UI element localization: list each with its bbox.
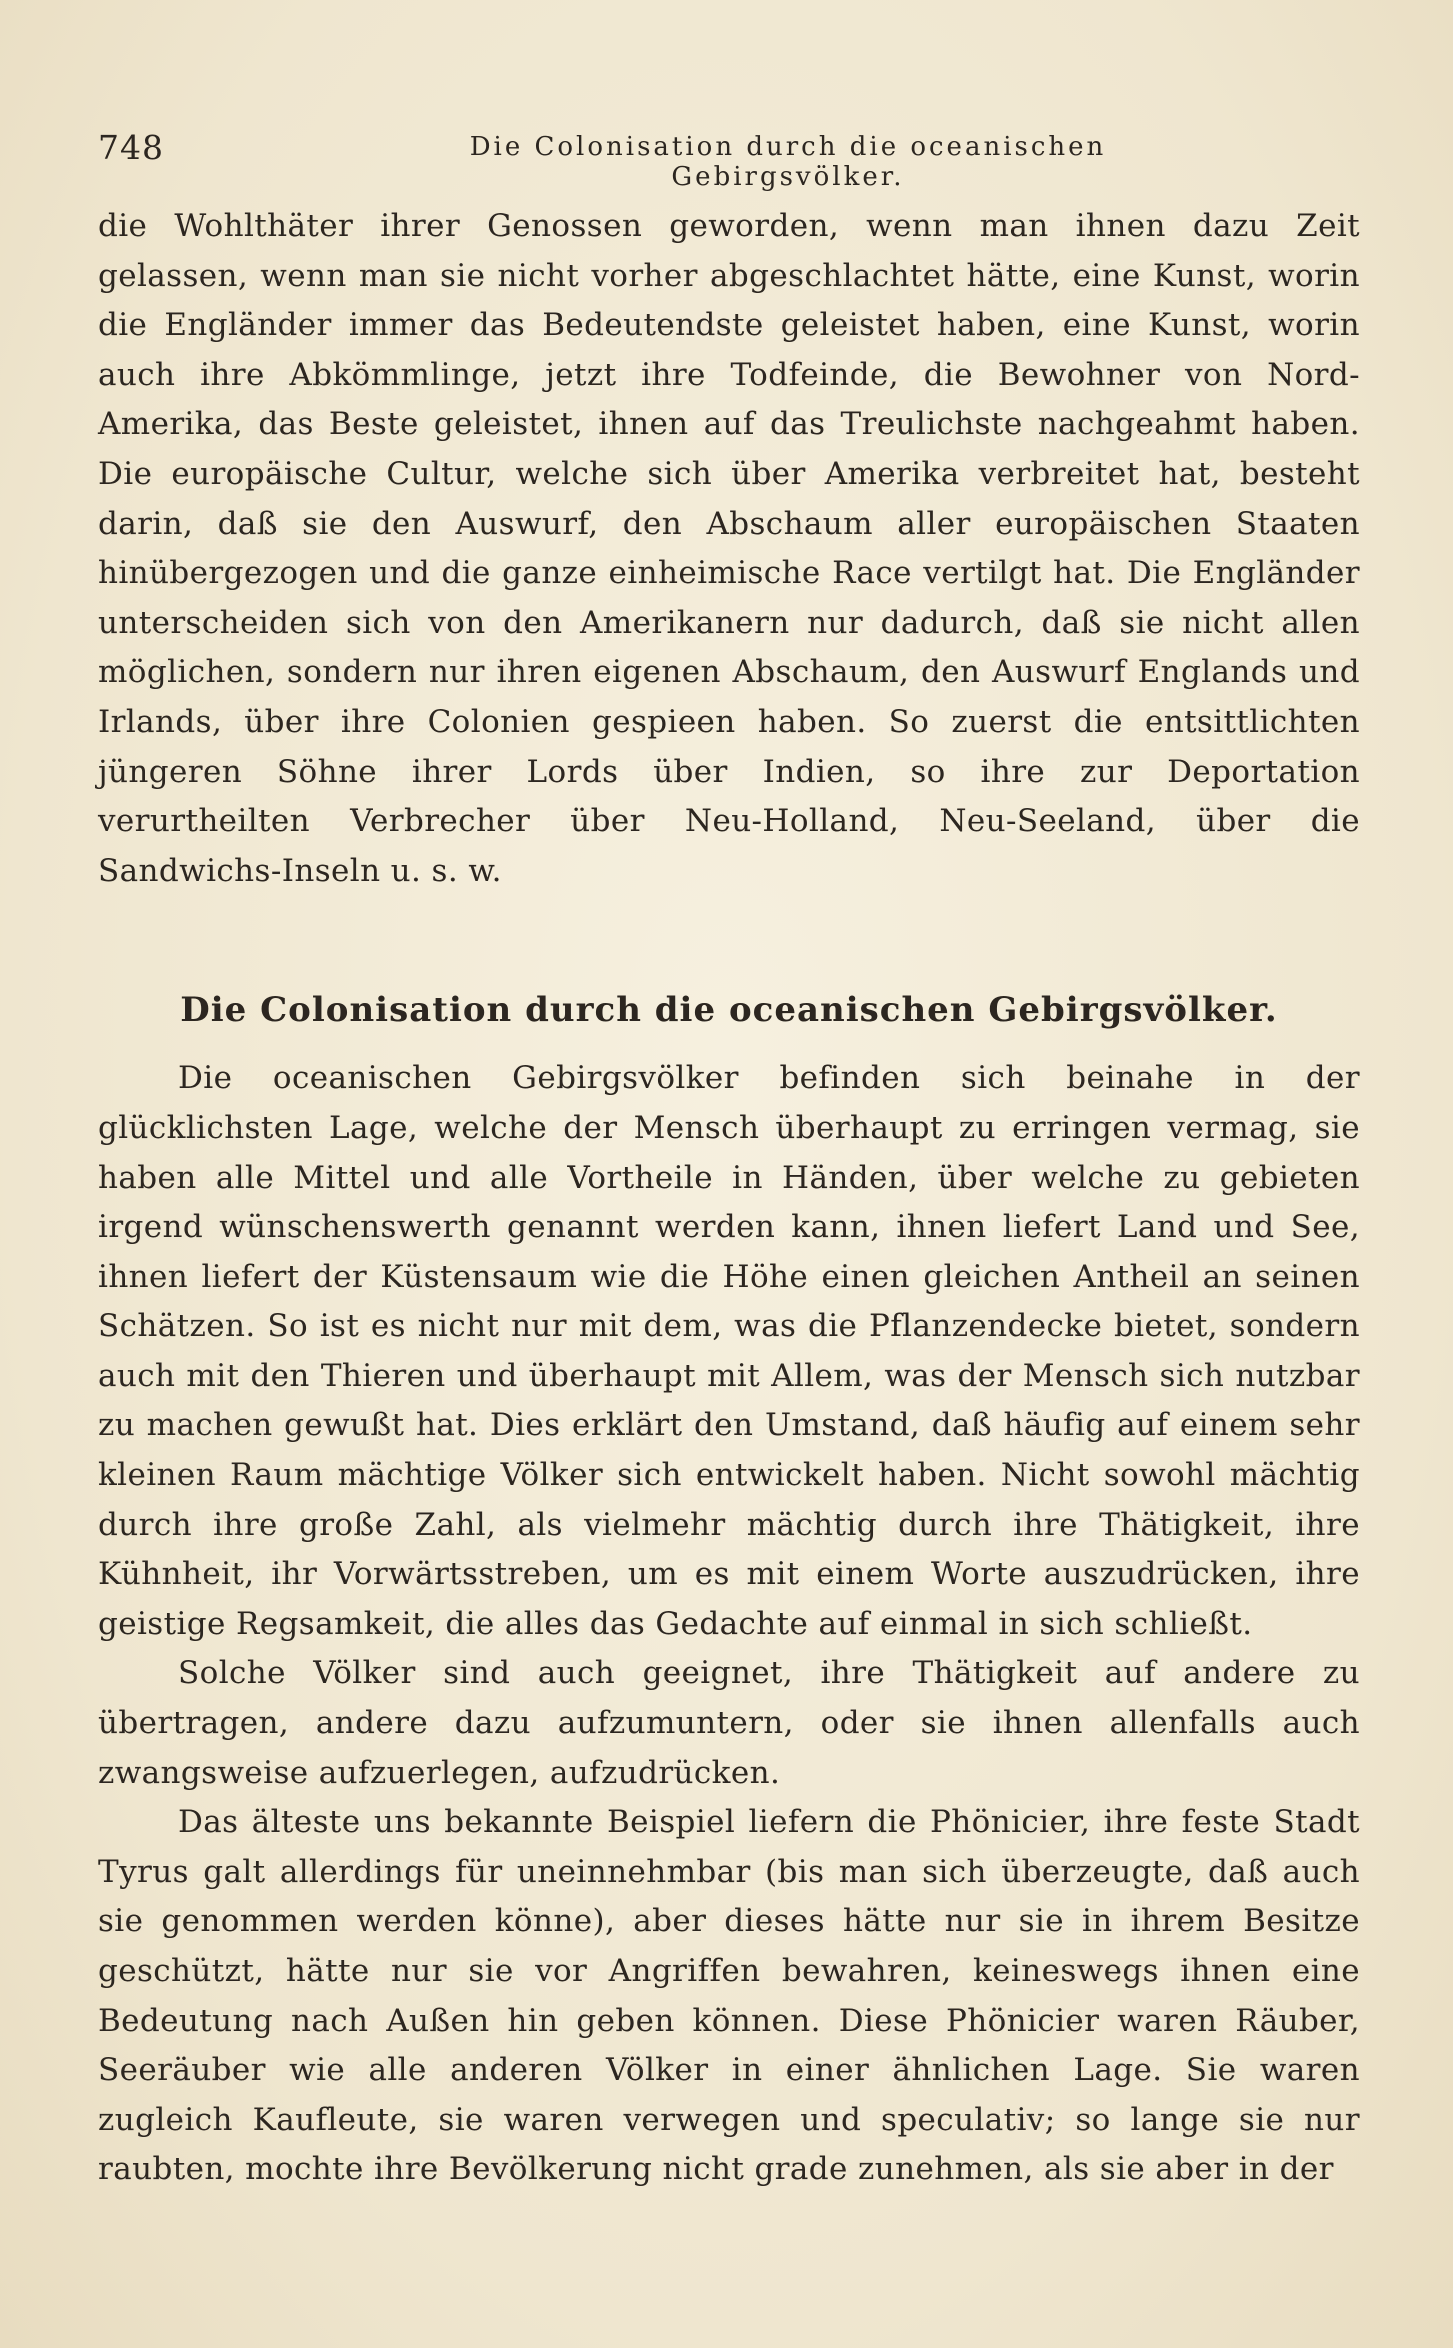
page-header — [98, 128, 1360, 192]
paragraph-continued: die Wohlthäter ihrer Genossen geworden, wenn man ihnen dazu Zeit gelassen, wenn man sie nicht vorher abgeschlachtet hätte, eine Kunst, worin die Engländer immer das Bedeutendste geleistet haben, eine Kunst, worin auch ihre Abkömmlinge, jetzt ihre Todfeinde, die Bewohner von Nord-Amerika, das Beste geleistet, ihnen auf das Treulichste nachgeahmt haben. Die europäische Cultur, welche sich über Amerika verbreitet hat, besteht darin, daß sie den Auswurf, den Abschaum aller europäischen Staaten hinübergezogen und die ganze einheimische Race vertilgt hat. Die Engländer unterscheiden sich von den Amerikanern nur dadurch, daß sie nicht allen möglichen, sondern nur ihren eigenen Abschaum, den Auswurf Englands und Irlands, über ihre Colonien gespieen haben. So zuerst die entsittlichten jüngeren Söhne ihrer Lords über Indien, so ihre zur Deportation verurtheilten Verbrecher über Neu-Holland, Neu-Seeland, über die Sandwichs-Inseln u. s. w. — [98, 208, 1360, 889]
page-body — [98, 202, 1360, 2195]
section-heading: Die Colonisation durch die oceanischen Gebirgsvölker. — [180, 990, 1278, 1031]
paragraph: Die oceanischen Gebirgsvölker befinden sich beinahe in der glücklichsten Lage, welche der Mensch überhaupt zu erringen vermag, sie haben alle Mittel und alle Vortheile in Händen, über welche zu gebieten irgend wünschenswerth genannt werden kann, ihnen liefert Land und See, ihnen liefert der Küstensaum wie die Höhe einen gleichen Antheil an seinen Schätzen. So ist es nicht nur mit dem, was die Pflanzendecke bietet, sondern auch mit den Thieren und überhaupt mit Allem, was der Mensch sich nutzbar zu machen gewußt hat. Dies erklärt den Umstand, daß häufig auf einem sehr kleinen Raum mächtige Völker sich entwickelt haben. Nicht sowohl mächtig durch ihre große Zahl, als vielmehr mächtig durch ihre Thätigkeit, ihre Kühnheit, ihr Vorwärtsstreben, um es mit einem Worte auszudrücken, ihre geistige Regsamkeit, die alles das Gedachte auf einmal in sich schließt. — [98, 1060, 1360, 1642]
running-head: Die Colonisation durch die oceanischen Gebirgsvölker. — [469, 132, 1107, 192]
page-number: 748 — [98, 128, 164, 167]
paragraph: Das älteste uns bekannte Beispiel liefern die Phönicier, ihre feste Stadt Tyrus galt allerdings für uneinnehmbar (bis man sich überzeugte, daß auch sie genommen werden könne), aber dieses hätte nur sie in ihrem Besitze geschützt, hätte nur sie vor Angriffen bewahren, keineswegs ihnen eine Bedeutung nach Außen hin geben können. Diese Phönicier waren Räuber, Seeräuber wie alle anderen Völker in einer ähnlichen Lage. Sie waren zugleich Kaufleute, sie waren verwegen und speculativ; so lange sie nur raubten, mochte ihre Bevölkerung nicht grade zunehmen, als sie aber in der — [98, 1804, 1360, 2188]
paragraph: Solche Völker sind auch geeignet, ihre Thätigkeit auf andere zu übertragen, andere dazu aufzumuntern, oder sie ihnen allenfalls auch zwangsweise aufzuerlegen, aufzudrücken. — [98, 1655, 1360, 1791]
